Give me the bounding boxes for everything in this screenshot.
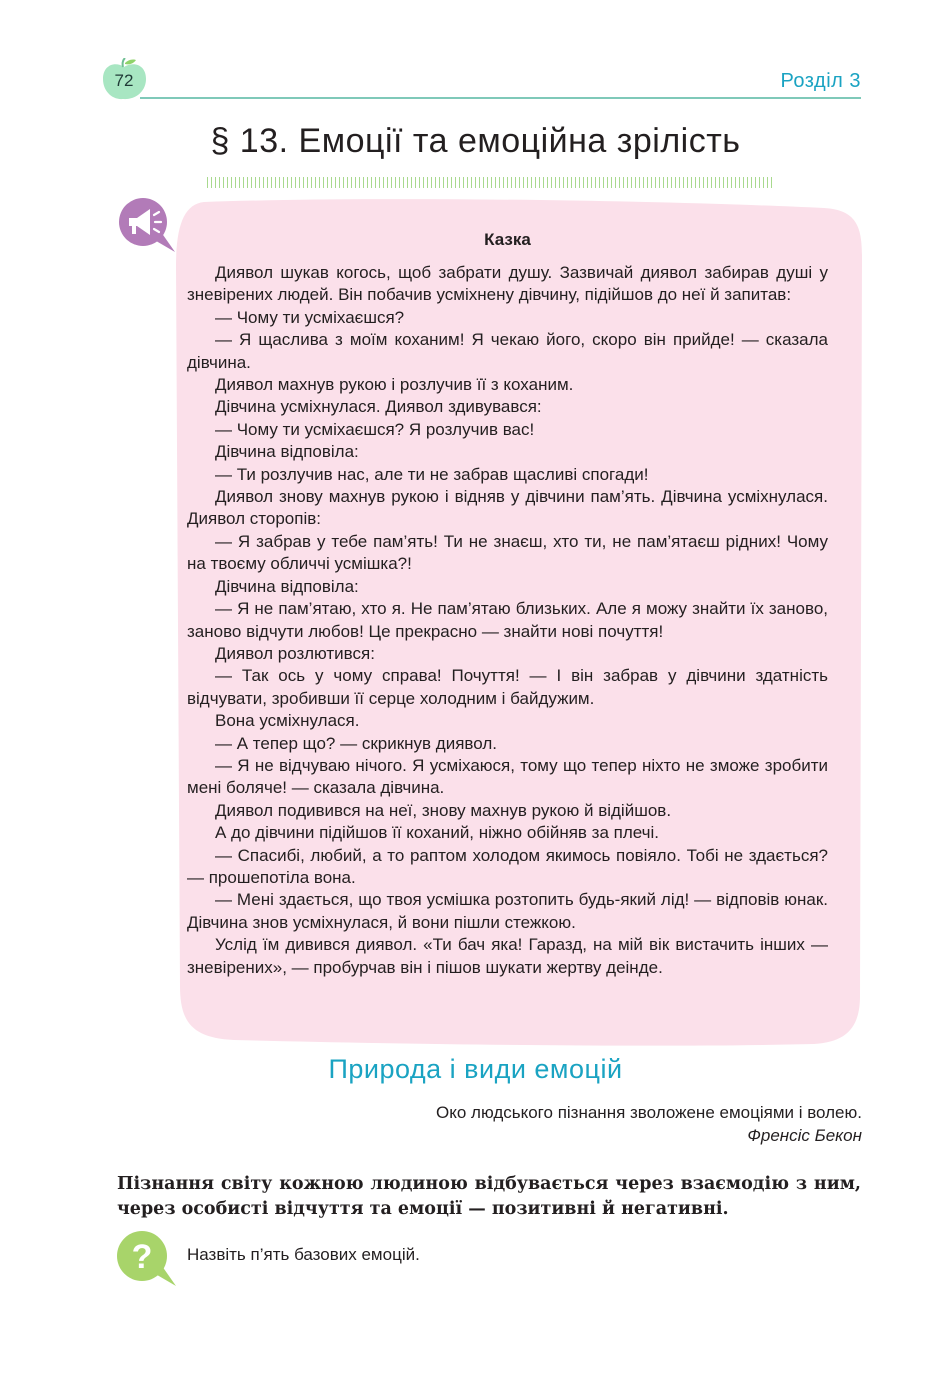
section-label: Розділ 3 [780, 70, 861, 92]
page-number: 72 [114, 71, 134, 90]
story-paragraph: Диявол розлютився: [215, 643, 375, 663]
story-paragraph: — Я не відчуваю нічого. Я усміхаюся, тому що тепер ніхто не зможе зробити мені боляче! — сказала дівчина. [187, 755, 828, 798]
story-text [187, 262, 828, 979]
page-title: § 13. Емоції та емоційна зрілість [210, 122, 741, 160]
story-paragraph: Услід їм дивився диявол. «Ти бач яка! Гаразд, на мій вік вистачить інших — зневірених», — пробурчав він і пішов шукати жертву деінде. [187, 935, 828, 977]
story-paragraph: — Я щаслива з моїм коханим! Я чекаю його, скоро він прийде! — сказала дівчина. [187, 330, 828, 372]
megaphone-icon [117, 198, 177, 254]
story-paragraph: — Мені здається, що твоя усмішка розтопить будь-який лід! — відповів юнак. Дівчина знов усміхнулася, й вони пішли стежкою. [187, 890, 828, 932]
question-text: Назвіть п’ять базових емоцій. [187, 1245, 420, 1264]
story-paragraph: Дівчина відповіла: [215, 576, 359, 596]
story-paragraph: Дівчина усміхнулася. Диявол здивувався: [215, 397, 542, 417]
story-paragraph: — А тепер що? — скрикнув диявол. [215, 733, 497, 753]
question-mark-glyph: ? [131, 1238, 153, 1276]
story-paragraph: Диявол знову махнув рукою і відняв у дівчини пам’ять. Дівчина усміхнулася. Диявол сторопів: [187, 487, 828, 529]
lead-paragraph: Пізнання світу кожною людиною відбувається через взаємодію з ним, через особисті відчуття та емоції — позитивні й негативні. [117, 1174, 861, 1219]
story-paragraph: — Ти розлучив нас, але ти не забрав щасливі спогади! [215, 464, 649, 484]
title-divider [207, 177, 773, 188]
story-paragraph: — Я не пам’ятаю, хто я. Не пам’ятаю близьких. Але я можу знайти їх заново, заново відчути любов! Це прекрасно — знайти нові почуття! [187, 599, 828, 641]
story-paragraph: — Я забрав у тебе пам’ять! Ти не знаєш, хто ти, не пам’ятаєш рідних! Чому на твоєму обличчі усмішка?! [187, 531, 828, 574]
story-paragraph: Диявол махнув рукою і розлучив її з коханим. [215, 375, 574, 395]
story-paragraph: Диявол шукав когось, щоб забрати душу. Зазвичай диявол забирав душі у зневірених людей. Він побачив усміхнену дівчину, підійшов до неї й запитав: [187, 263, 828, 305]
story-paragraph: Вона усміхнулася. [215, 711, 360, 731]
section-subheading: Природа і види емоцій [328, 1054, 623, 1084]
story-paragraph: Диявол подивився на неї, знову махнув рукою й відійшов. [215, 800, 672, 820]
story-paragraph: — Чому ти усміхаєшся? [215, 307, 405, 327]
header-rule [140, 97, 861, 99]
question-bubble-icon [116, 1230, 178, 1288]
page-number-badge [101, 58, 149, 102]
story-paragraph: Дівчина відповіла: [215, 442, 359, 462]
story-paragraph: — Так ось у чому справа! Почуття! — І він забрав у дівчини здатність відчувати, зробивши її серце холодним і байдужим. [187, 666, 828, 708]
story-title: Казка [484, 230, 531, 249]
epigraph [436, 1101, 862, 1147]
story-paragraph: — Спасибі, любий, а то раптом холодом якимось повіяло. Тобі не здається? — прошепотіла вона. [187, 845, 828, 887]
story-paragraph: — Чому ти усміхаєшся? Я розлучив вас! [215, 419, 535, 439]
epigraph-author: Френсіс Бекон [747, 1126, 862, 1145]
epigraph-quote: Око людського пізнання зволожене емоціями і волею. [436, 1103, 862, 1122]
story-paragraph: А до дівчини підійшов її коханий, ніжно обійняв за плечі. [215, 823, 660, 843]
